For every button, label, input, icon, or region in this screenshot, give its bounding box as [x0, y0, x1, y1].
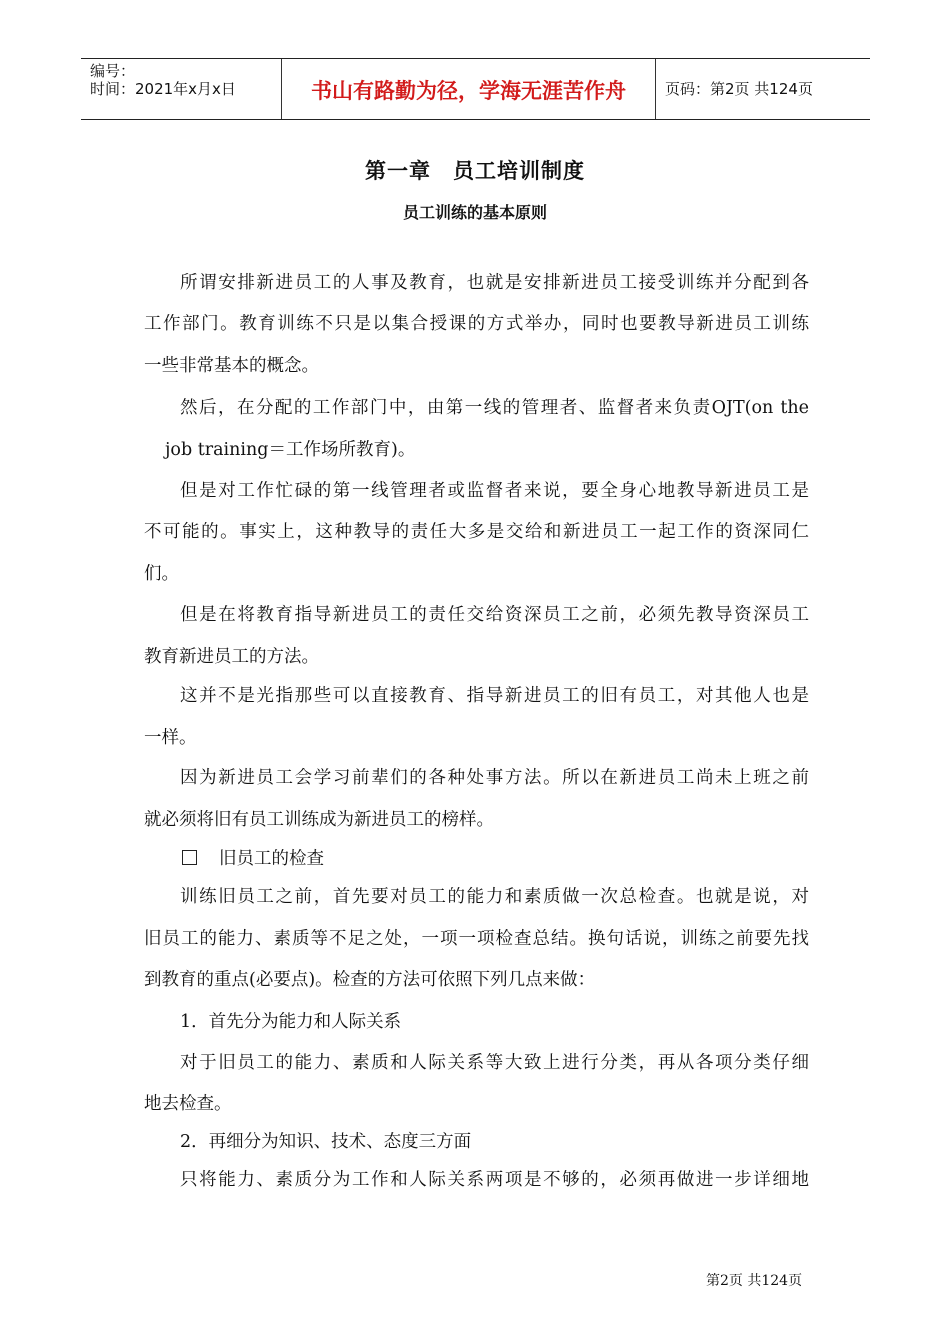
section-subtitle: 员工训练的基本原则	[402, 203, 547, 222]
list-item: 1．首先分为能力和人际关系	[180, 1012, 402, 1032]
header-page-number: 页码：第2页 共124页	[665, 80, 813, 98]
paragraph-line: 但是对工作忙碌的第一线管理者或监督者来说，要全身心地教导新进员工是	[180, 481, 809, 501]
paragraph-line: 地去检查。	[144, 1094, 232, 1114]
section-heading	[182, 848, 324, 870]
paragraph-line: 一样。	[144, 728, 197, 748]
page-footer: 第2页 共124页	[706, 1273, 803, 1289]
header-slogan-cell	[281, 59, 656, 119]
paragraph-line: 工作部门。教育训练不只是以集合授课的方式举办，同时也要教导新进员工训练	[144, 314, 809, 334]
header-slogan: 书山有路勤为径，学海无涯苦作舟	[311, 79, 626, 103]
paragraph-line: 只将能力、素质分为工作和人际关系两项是不够的，必须再做进一步详细地	[180, 1170, 809, 1190]
header-page-cell	[655, 59, 870, 119]
paragraph-line: 因为新进员工会学习前辈们的各种处事方法。所以在新进员工尚未上班之前	[180, 768, 809, 788]
checkbox-icon	[182, 850, 197, 865]
paragraph-line: 然后，在分配的工作部门中，由第一线的管理者、监督者来负责OJT(on the	[180, 398, 809, 418]
paragraph-line: 一些非常基本的概念。	[144, 356, 319, 376]
header-meta-cell	[81, 59, 281, 119]
chapter-title: 第一章 员工培训制度	[365, 159, 585, 183]
paragraph-line: 旧员工的能力、素质等不足之处，一项一项检查总结。换句话说，训练之前要先找	[144, 929, 809, 949]
paragraph-line: 这并不是光指那些可以直接教育、指导新进员工的旧有员工，对其他人也是	[180, 686, 809, 706]
paragraph-line: 教育新进员工的方法。	[144, 647, 319, 667]
paragraph-line: 所谓安排新进员工的人事及教育，也就是安排新进员工接受训练并分配到各	[180, 273, 809, 293]
paragraph-line: 不可能的。事实上，这种教导的责任大多是交给和新进员工一起工作的资深同仁	[144, 522, 809, 542]
paragraph-line: job training＝工作场所教育)。	[165, 440, 416, 460]
page-header	[81, 58, 870, 120]
paragraph-line: 到教育的重点(必要点)。检查的方法可依照下列几点来做：	[144, 970, 596, 990]
section-heading-text: 旧员工的检查	[219, 849, 324, 869]
paragraph-line: 们。	[144, 564, 179, 584]
paragraph-line: 就必须将旧有员工训练成为新进员工的榜样。	[144, 810, 494, 830]
paragraph-line: 训练旧员工之前，首先要对员工的能力和素质做一次总检查。也就是说，对	[180, 887, 809, 907]
list-item: 2．再细分为知识、技术、态度三方面	[180, 1132, 472, 1152]
paragraph-line: 对于旧员工的能力、素质和人际关系等大致上进行分类，再从各项分类仔细	[180, 1053, 809, 1073]
document-date-label: 时间：2021年x月x日	[90, 80, 236, 98]
paragraph-line: 但是在将教育指导新进员工的责任交给资深员工之前，必须先教导资深员工	[180, 605, 809, 625]
document-number-label: 编号：	[90, 62, 136, 80]
